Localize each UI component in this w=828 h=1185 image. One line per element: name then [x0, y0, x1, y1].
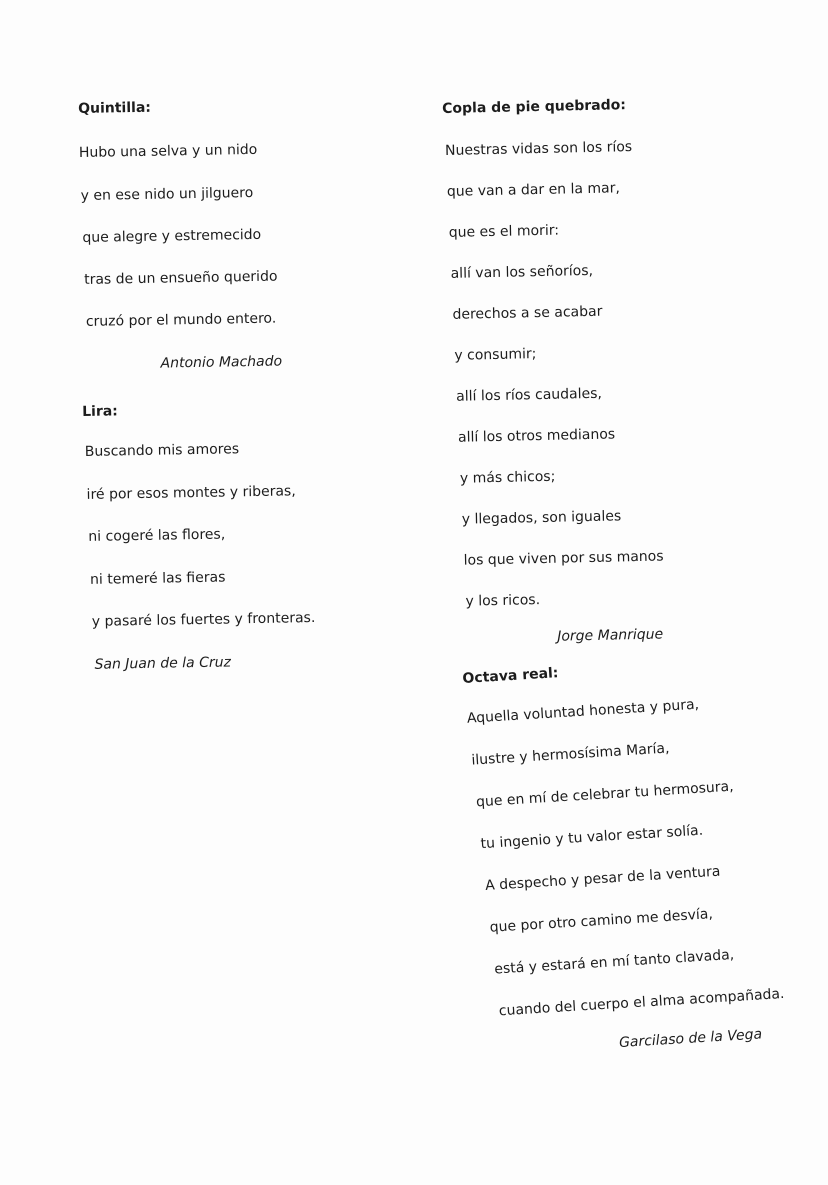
verse-line: que en mí de celebrar tu hermosura, [475, 778, 735, 811]
verse-line: y más chicos; [459, 468, 556, 487]
poem-lira [82, 397, 412, 673]
poem-author: Jorge Manrique [557, 626, 664, 645]
verse-line: y pasaré los fuertes y fronteras. [91, 609, 316, 630]
verse-line: Hubo una selva y un nido [78, 141, 258, 161]
verse-line: cuando del cuerpo el alma acompañada. [498, 985, 785, 1020]
poem-title: Quintilla: [78, 99, 152, 117]
verse-line: y en ese nido un jilguero [80, 184, 254, 204]
poem-title: Copla de pie quebrado: [442, 97, 627, 117]
poem-author: Garcilaso de la Vega [618, 1026, 763, 1052]
verse-line: Buscando mis amores [84, 441, 240, 460]
poem-copla [442, 92, 802, 645]
verse-line: y consumir; [454, 346, 537, 364]
poem-author: San Juan de la Cruz [94, 654, 232, 673]
verse-line: y los ricos. [465, 592, 541, 610]
verse-line: que alegre y estremecido [82, 226, 262, 246]
poem-quintilla [78, 94, 408, 372]
verse-line: que por otro camino me desvía, [489, 906, 714, 936]
verse-line: ilustre y hermosísima María, [471, 740, 670, 769]
verse-line: tu ingenio y tu valor estar solía. [480, 822, 704, 853]
verse-line: cruzó por el mundo entero. [85, 310, 277, 330]
verse-line: A despecho y pesar de la ventura [484, 863, 721, 894]
verse-line: derechos a se acabar [452, 303, 603, 323]
poem-author: Antonio Machado [160, 353, 283, 372]
verse-line: allí van los señoríos, [450, 262, 594, 282]
poem-title: Lira: [82, 403, 118, 420]
verse-line: y llegados, son iguales [461, 508, 622, 528]
verse-line: tras de un ensueño querido [84, 268, 278, 288]
verse-line: ni temeré las fieras [89, 569, 226, 588]
verse-line: que es el morir: [448, 222, 560, 241]
verse-line: iré por esos montes y riberas, [86, 483, 296, 503]
verse-line: está y estará en mí tanto clavada, [493, 946, 735, 978]
verse-line: allí los otros medianos [457, 426, 616, 446]
poem-title: Octava real: [462, 665, 559, 687]
verse-line: Aquella voluntad honesta y pura, [466, 696, 700, 727]
verse-line: ni cogeré las flores, [88, 526, 226, 545]
poem-octava [462, 648, 822, 1052]
verse-line: Nuestras vidas son los ríos [444, 139, 633, 159]
verse-line: allí los ríos caudales, [456, 385, 603, 405]
verse-line: los que viven por sus manos [463, 548, 664, 569]
verse-line: que van a dar en la mar, [446, 180, 621, 200]
